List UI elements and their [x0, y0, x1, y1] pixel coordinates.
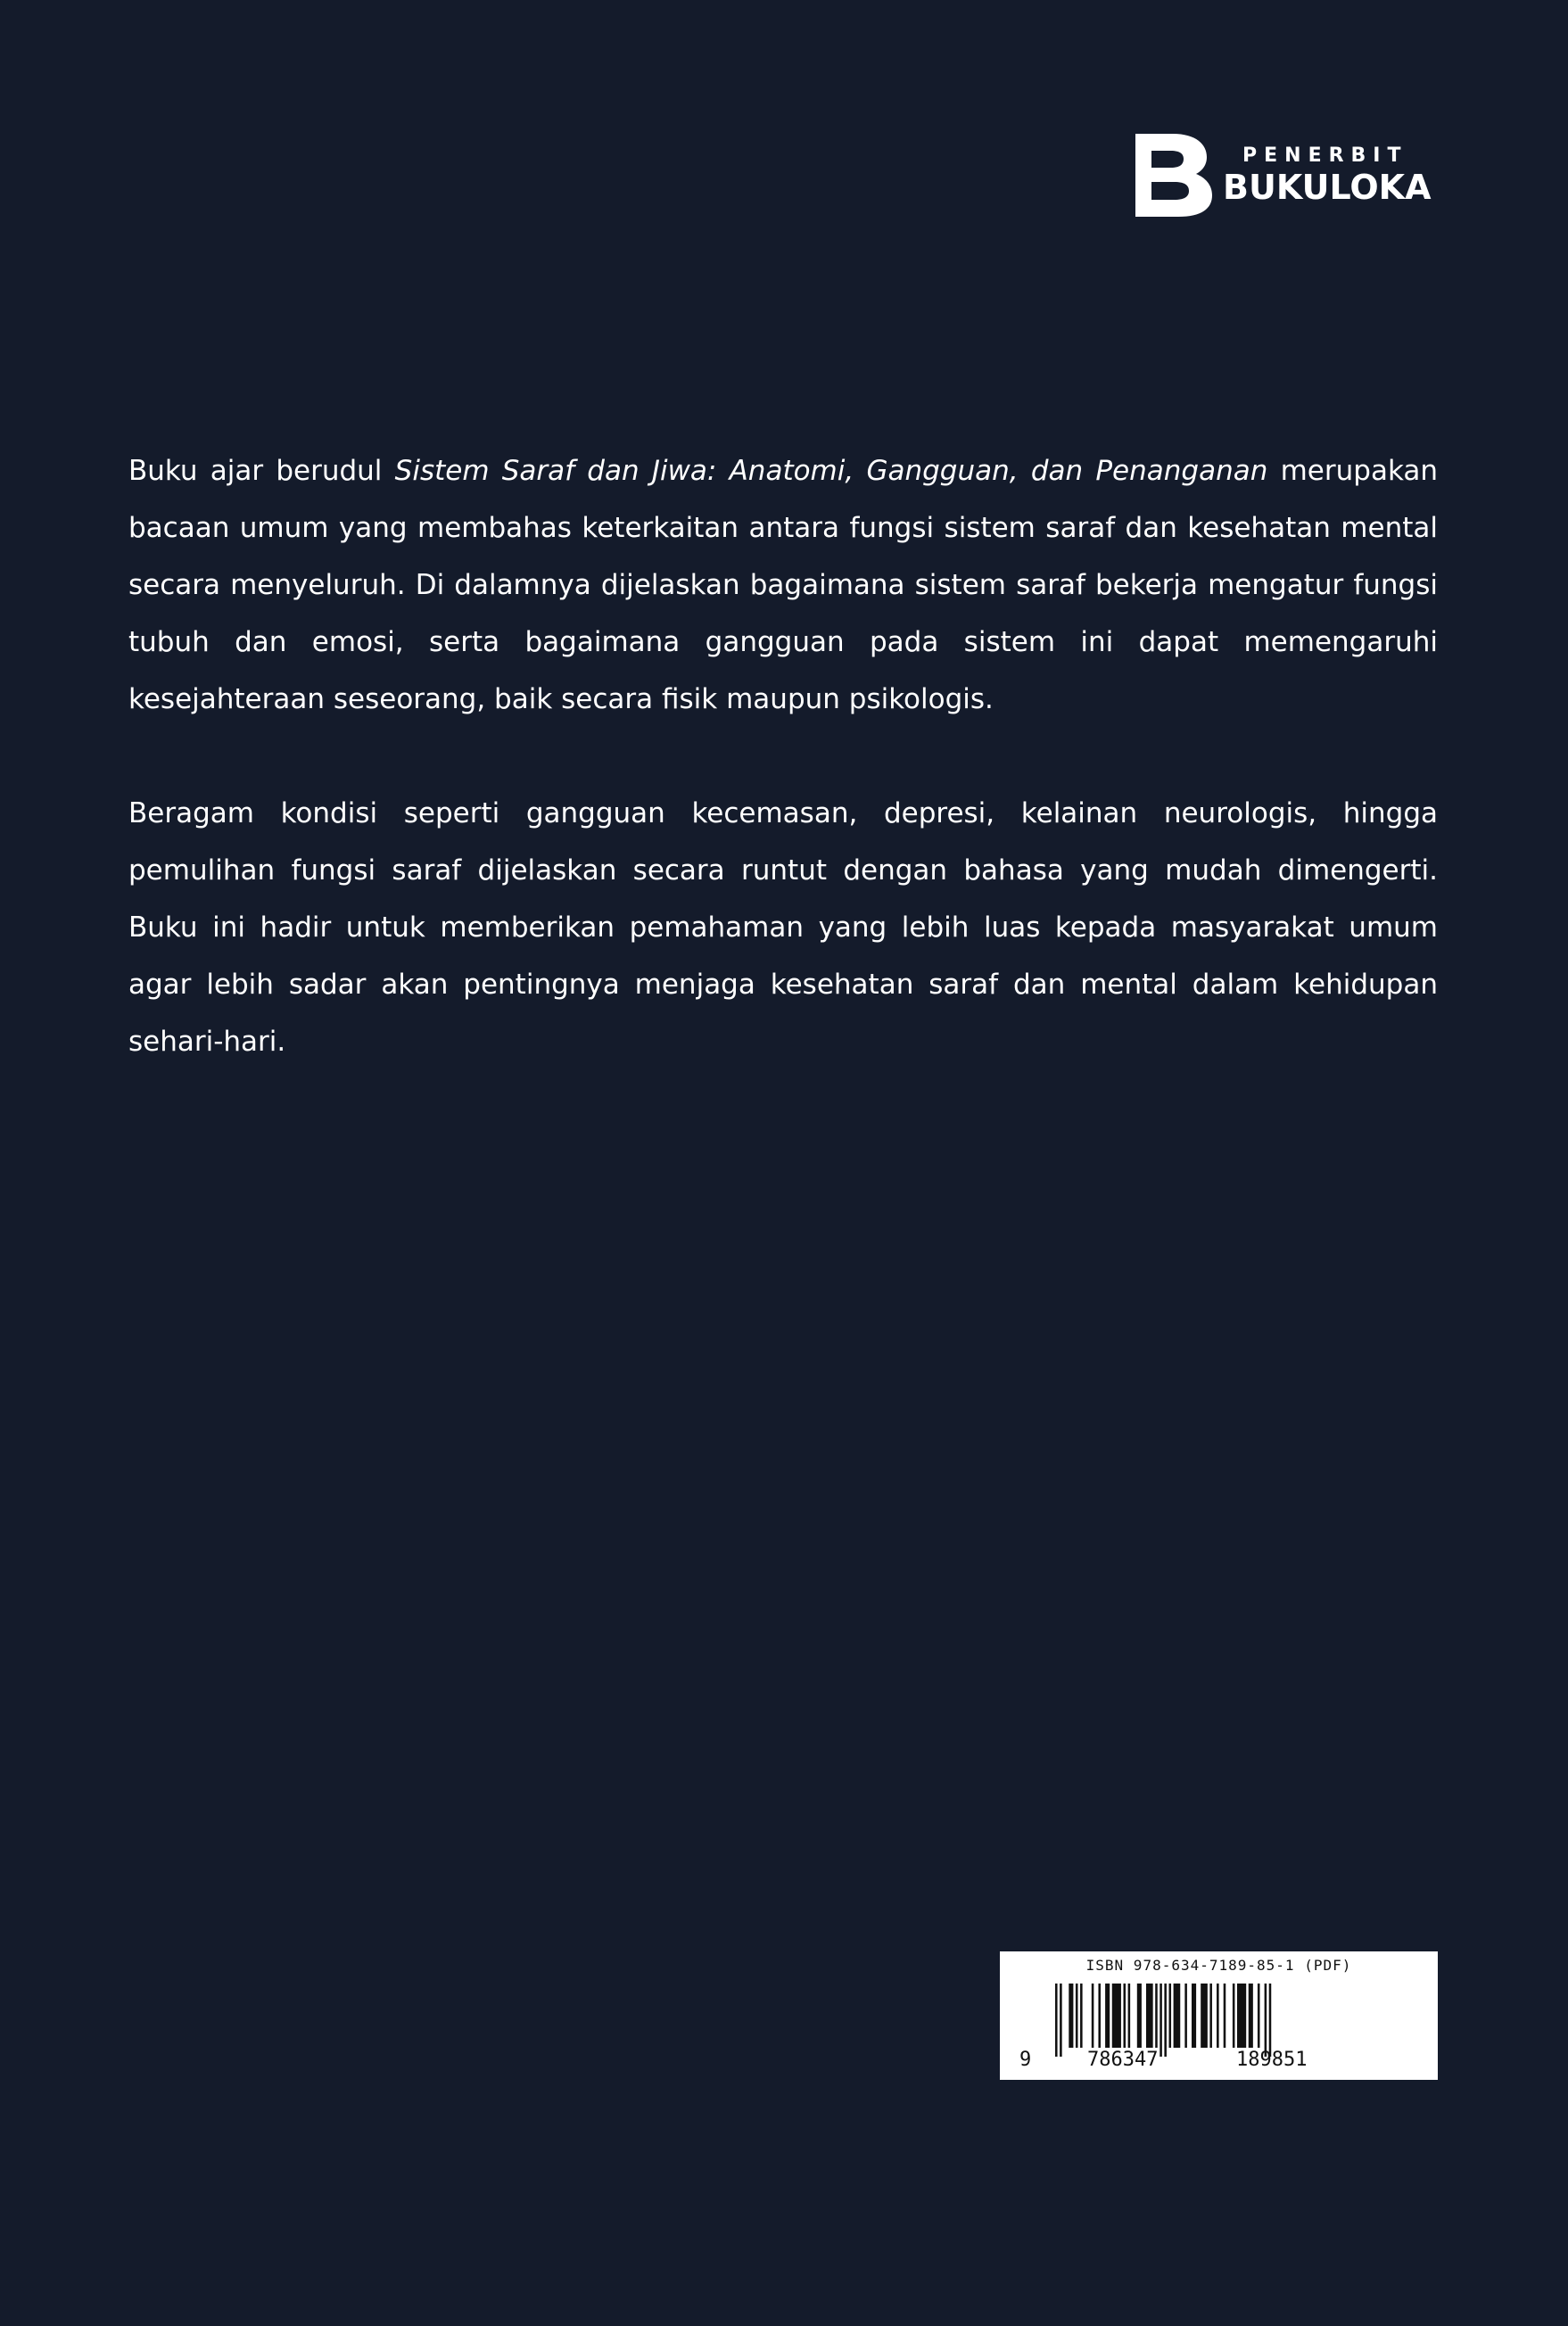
barcode-bar	[1060, 1984, 1062, 2057]
publisher-logo	[1119, 134, 1438, 217]
barcode-bar	[1092, 1984, 1094, 2048]
book-blurb	[128, 442, 1438, 1127]
barcode-bar	[1128, 1984, 1131, 2048]
barcode-bar	[1159, 1984, 1162, 2057]
barcode-bar	[1265, 1984, 1267, 2057]
barcode-bar	[1137, 1984, 1142, 2048]
barcode-bar	[1169, 1984, 1172, 2048]
barcode-bar	[1249, 1984, 1253, 2048]
blurb-paragraph-1	[128, 442, 1438, 728]
barcode-bar	[1055, 1984, 1058, 2057]
barcode-bar	[1233, 1984, 1235, 2048]
blurb-intro: Buku ajar berudul	[128, 455, 395, 487]
barcode-bar	[1080, 1984, 1083, 2048]
barcode-bar	[1269, 1984, 1272, 2057]
blurb-paragraph-2: Beragam kondisi seperti gangguan kecemasan, depresi, kelainan neurologis, hingga pemulihan fungsi saraf dijelaskan secara runtut dengan bahasa yang mudah dimengerti. Buku ini hadir untuk memberikan pemahaman yang lebih luas kepada masyarakat umum agar lebih sadar akan pentingnya menjaga kesehatan saraf dan mental dalam kehidupan sehari-hari.	[128, 797, 1438, 1058]
publisher-name: BUKULOKA	[1223, 168, 1432, 207]
barcode-bar	[1209, 1984, 1212, 2048]
barcode-bar	[1192, 1984, 1196, 2048]
isbn-barcode	[1000, 1951, 1438, 2080]
barcode-bar	[1258, 1984, 1260, 2048]
barcode-bars	[1000, 1951, 1438, 2080]
barcode-bar	[1112, 1984, 1121, 2048]
publisher-label-small: PENERBIT	[1242, 144, 1408, 167]
barcode-digits-left: 786347	[1087, 2049, 1159, 2071]
barcode-digits-right: 189851	[1236, 2049, 1308, 2071]
barcode-bar	[1224, 1984, 1226, 2048]
barcode-bar	[1184, 1984, 1187, 2048]
barcode-bar	[1155, 1984, 1158, 2048]
barcode-bar	[1164, 1984, 1167, 2057]
barcode-bar	[1105, 1984, 1110, 2048]
barcode-bar	[1217, 1984, 1219, 2048]
barcode-bar	[1098, 1984, 1101, 2048]
barcode-bar	[1146, 1984, 1153, 2048]
barcode-bar	[1124, 1984, 1126, 2048]
barcode-bar	[1201, 1984, 1208, 2048]
blurb-paragraph-1-rest: merupakan bacaan umum yang membahas keterkaitan antara fungsi sistem saraf dan kesehatan mental secara menyeluruh. Di dalamnya dijelaskan bagaimana sistem saraf bekerja mengatur fungsi tubuh dan emosi, serta bagaimana gangguan pada sistem ini dapat memengaruhi kesejahteraan seseorang, baik secara fisik maupun psikologis.	[128, 455, 1438, 715]
book-title: Sistem Saraf dan Jiwa: Anatomi, Gangguan, dan Penanganan	[394, 455, 1268, 487]
barcode-bar	[1237, 1984, 1246, 2048]
barcode-digit-first: 9	[1019, 2049, 1032, 2071]
barcode-bar	[1069, 1984, 1073, 2048]
bukuloka-b-logo-icon	[1119, 134, 1212, 217]
isbn-label: ISBN 978-634-7189-85-1 (PDF)	[1085, 1957, 1352, 1974]
barcode-bar	[1076, 1984, 1078, 2048]
barcode-bar	[1174, 1984, 1181, 2048]
